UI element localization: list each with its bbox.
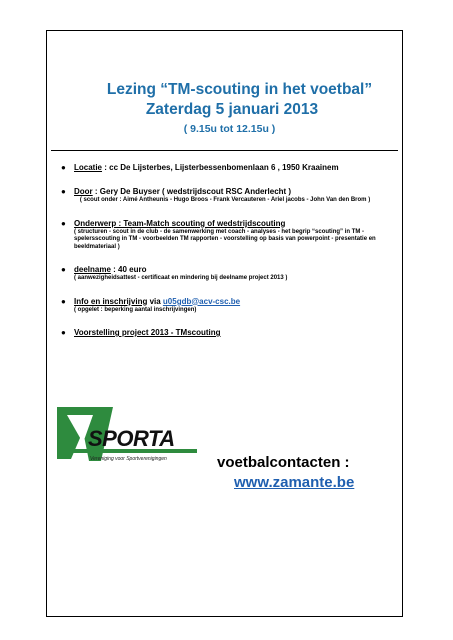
item-subtext: ( scout onder : Aimé Antheunis - Hugo Broos - Frank Vercauteren - Ariel jacobs - John Van den Brom ) [79, 197, 371, 203]
item-text: : cc De Lijsterbes, Lijsterbessenbomenlaan 6 , 1950 Kraainem [102, 163, 339, 172]
bullet-icon: ● [61, 163, 66, 172]
flyer-frame [46, 30, 403, 617]
item-label: Voorstelling project 2013 - TMscouting [74, 328, 221, 337]
sporta-logo [53, 401, 203, 471]
info-list [57, 163, 396, 352]
item-subtext: ( structuren - scout in de club - de samenwerking met coach - analyses - het begrip “scouting” in TM - spelersscouting in TM - voorbeelden TM rapporten - voorstelling op basis van powerpoint - presentatie en beeldmateriaal ) [74, 228, 376, 250]
email-link[interactable]: u05gdb@acv-csc.be [162, 296, 241, 306]
item-label: Door [74, 187, 93, 196]
bullet-icon: ● [61, 328, 66, 337]
list-item-speaker [57, 187, 396, 205]
lecture-date: Zaterdag 5 januari 2013 [145, 101, 319, 118]
footer-heading: voetbalcontacten : [217, 454, 350, 471]
lecture-time: ( 9.15u tot 12.15u ) [183, 123, 276, 135]
list-item-location [57, 163, 396, 173]
item-label: Info en inschrijving [74, 296, 148, 306]
item-subtext: ( aanwezigheidsattest - certificaat en mindering bij deelname project 2013 ) [74, 275, 288, 281]
item-label: deelname [74, 265, 111, 274]
bullet-icon: ● [61, 187, 66, 196]
item-subtext: ( opgelet : beperking aantal inschrijvingen) [74, 306, 197, 313]
list-item-fee [57, 265, 396, 283]
bullet-icon: ● [61, 218, 66, 228]
item-text: via [147, 296, 163, 306]
bullet-icon: ● [61, 265, 66, 274]
item-text: : 40 euro [110, 265, 147, 274]
logo-wordmark: SPORTA [88, 426, 175, 451]
bullet-icon: ● [61, 296, 66, 306]
logo-tagline: Vereniging voor Sportverenigingen [90, 456, 167, 462]
lecture-title: Lezing “TM-scouting in het voetbal” [106, 81, 373, 98]
item-label: Locatie [74, 163, 103, 172]
list-item-registration [57, 297, 396, 315]
list-item-subject [57, 219, 396, 252]
item-label: Onderwerp : Team-Match scouting of wedstrijdscouting [74, 218, 286, 228]
divider [51, 150, 398, 151]
website-link[interactable]: www.zamante.be [234, 474, 355, 491]
item-text: : Gery De Buyser ( wedstrijdscout RSC Anderlecht ) [92, 187, 292, 196]
list-item-presentation [57, 328, 396, 338]
